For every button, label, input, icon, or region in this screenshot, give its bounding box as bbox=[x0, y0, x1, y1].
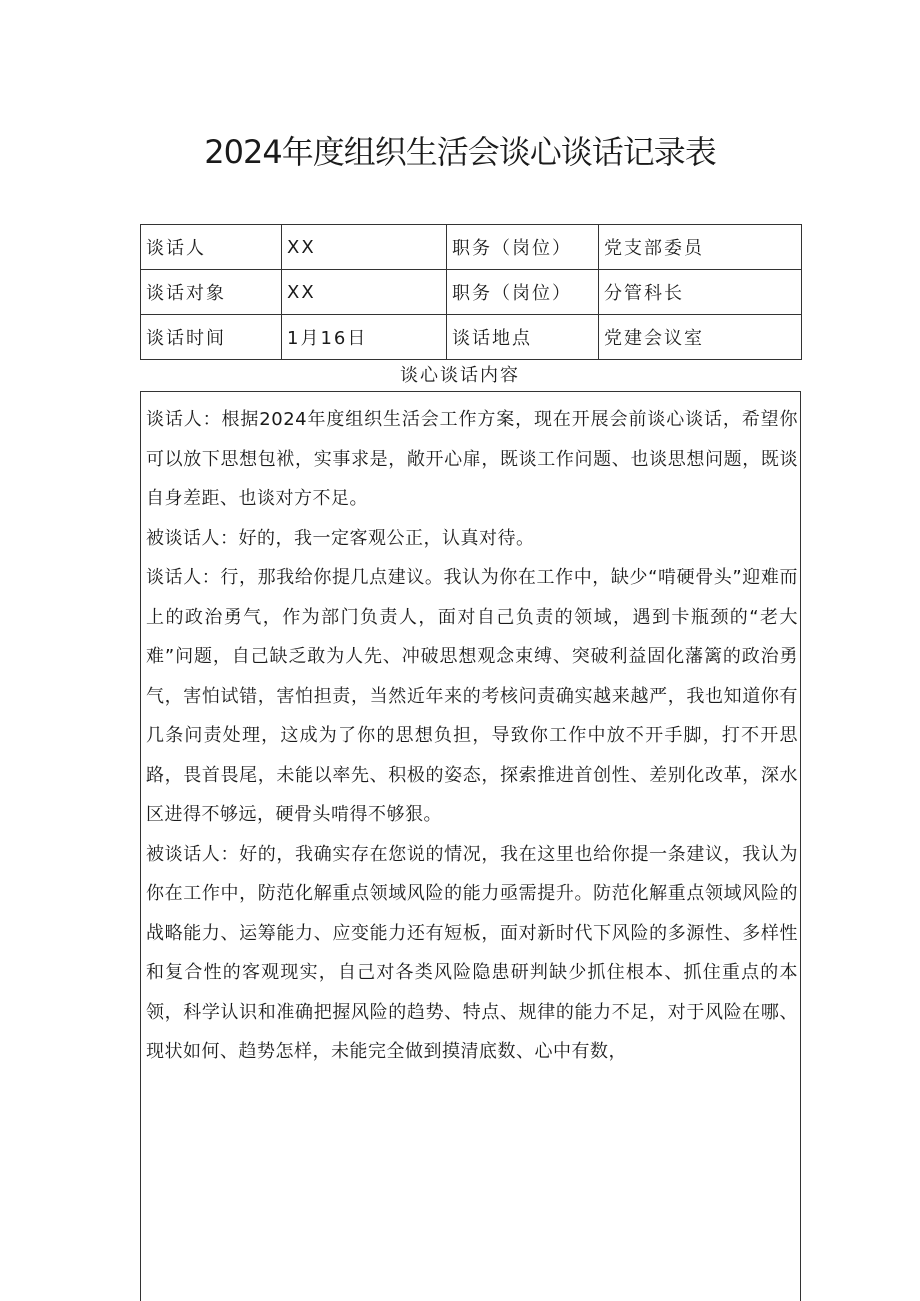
talkee-position-value: 分管科长 bbox=[599, 270, 802, 315]
table-row bbox=[141, 270, 802, 315]
page-title: 2024年度组织生活会谈心谈话记录表 bbox=[204, 133, 716, 171]
talk-time-label: 谈话时间 bbox=[141, 315, 282, 360]
talk-location-value: 党建会议室 bbox=[599, 315, 802, 360]
dialogue-paragraph: 被谈话人：好的，我确实存在您说的情况，我在这里也给你提一条建议，我认为你在工作中，防范化解重点领域风险的能力亟需提升。防范化解重点领域风险的战略能力、运筹能力、应变能力还有短板，面对新时代下风险的多源性、多样性和复合性的客观现实，自己对各类风险隐患研判缺少抓住根本、抓住重点的本领，科学认识和准确把握风险的趋势、特点、规律的能力不足，对于风险在哪、现状如何、趋势怎样，未能完全做到摸清底数、心中有数， bbox=[146, 843, 798, 1062]
talk-location-label: 谈话地点 bbox=[447, 315, 599, 360]
content-body bbox=[141, 392, 800, 1072]
talker-position-label: 职务（岗位） bbox=[447, 225, 599, 270]
talkee-label: 谈话对象 bbox=[141, 270, 282, 315]
table-row bbox=[141, 315, 802, 360]
talker-label: 谈话人 bbox=[141, 225, 282, 270]
content-heading: 谈心谈话内容 bbox=[400, 365, 520, 386]
dialogue-paragraph: 谈话人：根据2024年度组织生活会工作方案，现在开展会前谈心谈话，希望你可以放下思想包袱，实事求是，敞开心扉，既谈工作问题、也谈思想问题，既谈自身差距、也谈对方不足。 bbox=[146, 409, 798, 509]
info-table bbox=[140, 224, 802, 360]
talker-value: XX bbox=[282, 225, 447, 270]
talker-position-value: 党支部委员 bbox=[599, 225, 802, 270]
talkee-value: XX bbox=[282, 270, 447, 315]
dialogue-paragraph: 被谈话人：好的，我一定客观公正，认真对待。 bbox=[146, 527, 535, 549]
talkee-position-label: 职务（岗位） bbox=[447, 270, 599, 315]
talk-time-value: 1月16日 bbox=[282, 315, 447, 360]
content-box bbox=[140, 391, 801, 1301]
table-row bbox=[141, 225, 802, 270]
dialogue-paragraph: 谈话人：行，那我给你提几点建议。我认为你在工作中，缺少“啃硬骨头”迎难而上的政治勇气，作为部门负责人，面对自己负责的领域，遇到卡瓶颈的“老大难”问题，自己缺乏敢为人先、冲破思想观念束缚、突破利益固化藩篱的政治勇气，害怕试错，害怕担责，当然近年来的考核问责确实越来越严，我也知道你有几条问责处理，这成为了你的思想负担，导致你工作中放不开手脚，打不开思路，畏首畏尾，未能以率先、积极的姿态，探索推进首创性、差别化改革，深水区进得不够远，硬骨头啃得不够狠。 bbox=[146, 567, 798, 825]
